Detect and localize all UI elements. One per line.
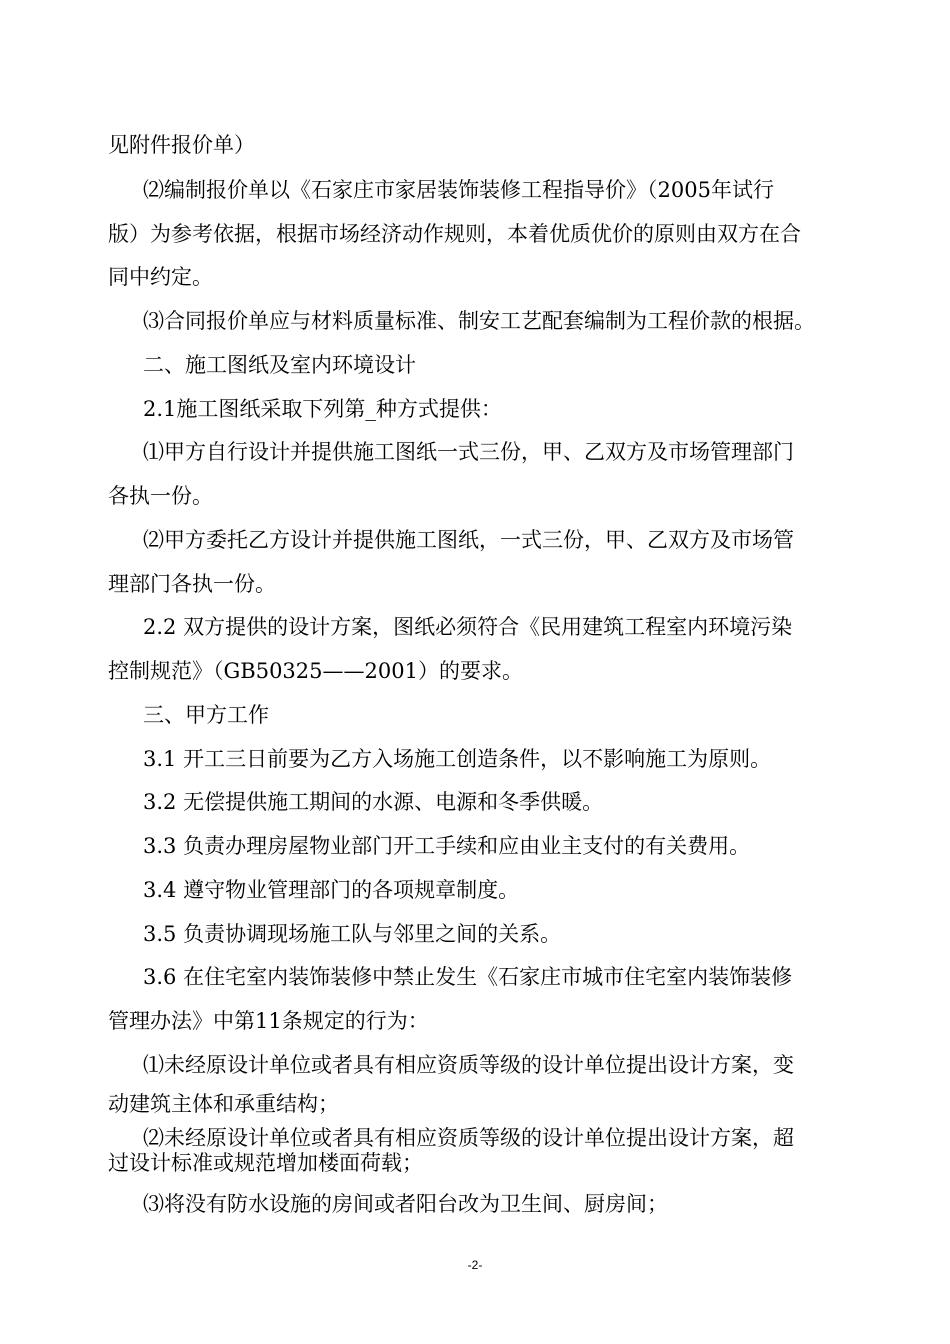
text-line: 2.1施工图纸采取下列第_种方式提供： xyxy=(143,397,502,421)
text-line: 控制规范》（GB50325——2001）的要求。 xyxy=(108,659,523,683)
text-line: 2.2 双方提供的设计方案，图纸必须符合《民用建筑工程室内环境污染 xyxy=(143,615,793,639)
text-line: 3.2 无偿提供施工期间的水源、电源和冬季供暖。 xyxy=(143,790,604,814)
text-line: 3.1 开工三日前要为乙方入场施工创造条件，以不影响施工为原则。 xyxy=(143,747,772,771)
text-line: ⑴未经原设计单位或者具有相应资质等级的设计单位提出设计方案，变 xyxy=(143,1053,794,1077)
text-line: 见附件报价单） xyxy=(108,133,255,157)
text-line: ⑶将没有防水设施的房间或者阳台改为卫生间、厨房间； xyxy=(143,1192,668,1216)
text-line: 3.6 在住宅室内装饰装修中禁止发生《石家庄市城市住宅室内装饰装修 xyxy=(143,965,793,989)
section-heading: 三、甲方工作 xyxy=(143,703,269,727)
text-line: ⑵编制报价单以《石家庄市家居装饰装修工程指导价》（2005年试行 xyxy=(143,178,774,202)
section-heading: 二、施工图纸及室内环境设计 xyxy=(143,353,416,377)
page-number: -2- xyxy=(467,1258,483,1272)
text-line: 管理办法》中第11条规定的行为： xyxy=(108,1009,429,1033)
text-line: 各执一份。 xyxy=(108,484,213,508)
text-line: 过设计标准或规范增加楼面荷载； xyxy=(108,1151,423,1175)
text-line: 3.5 负责协调现场施工队与邻里之间的关系。 xyxy=(143,922,562,946)
text-line: ⑵未经原设计单位或者具有相应资质等级的设计单位提出设计方案，超 xyxy=(143,1126,794,1150)
text-line: ⑴甲方自行设计并提供施工图纸一式三份，甲、乙双方及市场管理部门 xyxy=(143,440,794,464)
text-line: 理部门各执一份。 xyxy=(108,572,276,596)
text-line: 动建筑主体和承重结构； xyxy=(108,1092,339,1116)
text-line: 同中约定。 xyxy=(108,265,213,289)
text-line: ⑵甲方委托乙方设计并提供施工图纸，一式三份，甲、乙双方及市场管 xyxy=(143,528,794,552)
text-line: 3.3 负责办理房屋物业部门开工手续和应由业主支付的有关费用。 xyxy=(143,834,751,858)
text-line: ⑶合同报价单应与材料质量标准、制安工艺配套编制为工程价款的根据。 xyxy=(143,309,815,333)
text-line: 版）为参考依据，根据市场经济动作规则，本着优质优价的原则由双方在合 xyxy=(108,222,801,246)
text-line: 3.4 遵守物业管理部门的各项规章制度。 xyxy=(143,878,520,902)
